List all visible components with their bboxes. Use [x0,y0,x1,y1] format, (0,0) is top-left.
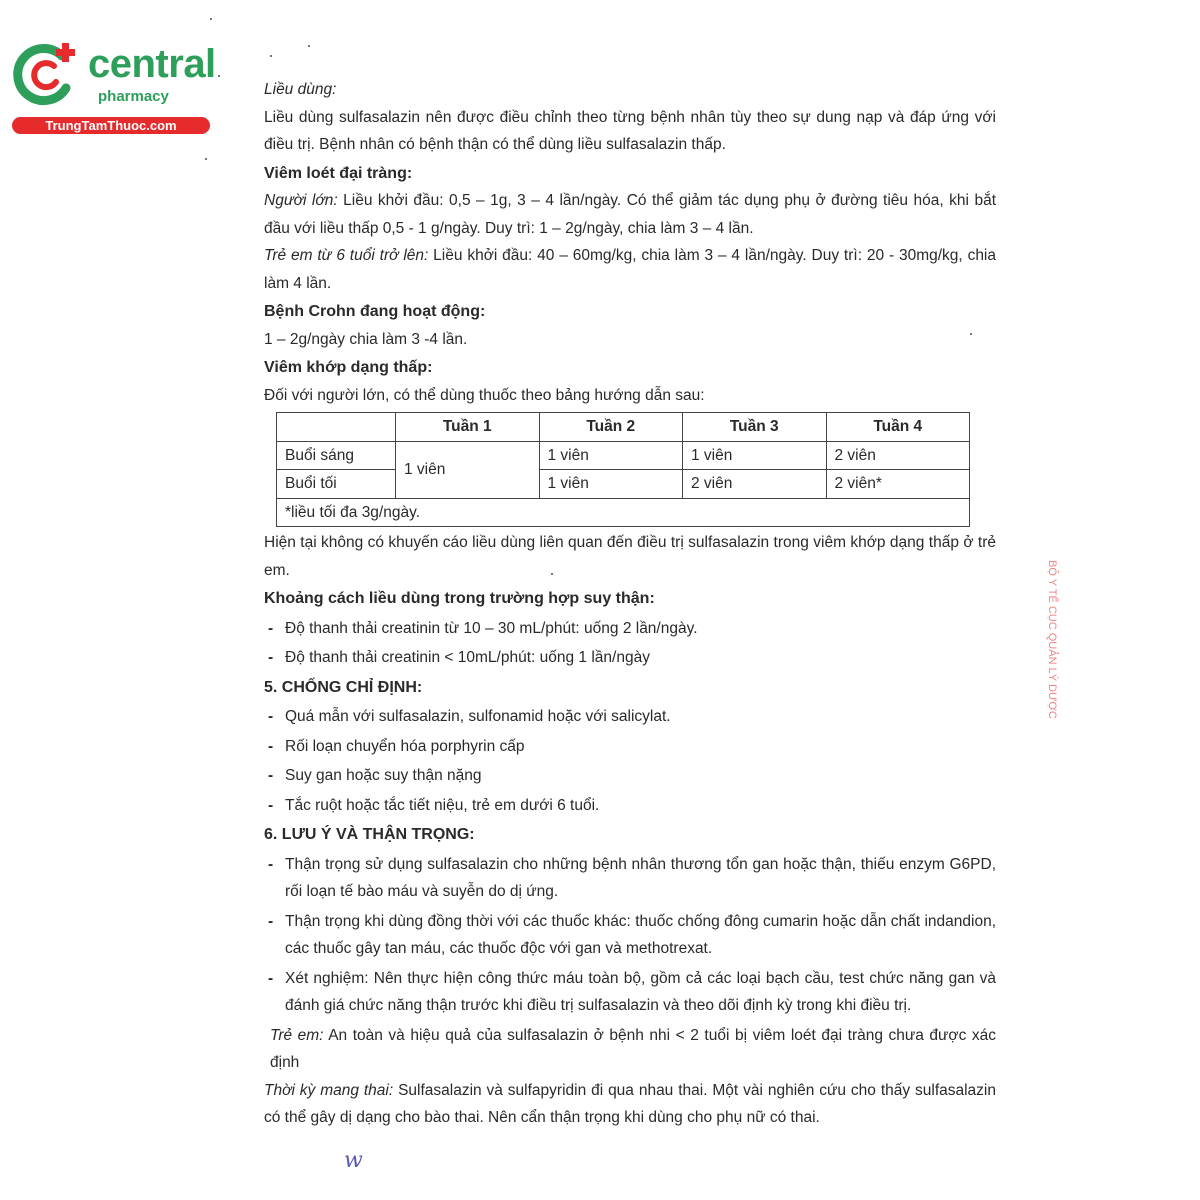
table-header-cell: Tuần 2 [539,413,683,442]
uc-adult-paragraph [264,187,996,242]
document-body [264,76,996,1132]
list-item-text: Suy gan hoặc suy thận nặng [285,767,482,784]
list-item-text: Thận trọng sử dụng sulfasalazin cho những bệnh nhân thương tổn gan hoặc thận, thiếu enzym G6PD, rối loạn tế bào máu và suyễn do dị ứng. [285,855,996,900]
table-header-cell: Tuần 4 [826,413,970,442]
dosage-label: Liều dùng: [264,81,337,98]
table-cell: 1 viên [539,470,683,499]
table-cell: Buổi tối [277,470,396,499]
table-cell: Buổi sáng [277,441,396,470]
renal-heading: Khoảng cách liều dùng trong trường hợp suy thận: [264,590,655,607]
uc-adult-label: Người lớn: [264,192,338,209]
list-item [264,965,996,1020]
list-item-text: Xét nghiệm: Nên thực hiện công thức máu toàn bộ, gồm cả các loại bạch cầu, test chức năng gan và đánh giá chức năng thận trước khi điều trị sulfasalazin và theo dõi định kỳ trong khi điều trị. [285,969,996,1014]
signature-mark: w [344,1148,363,1173]
table-cell: 1 viên [683,441,827,470]
list-item [264,733,996,761]
list-item-text: Thận trọng khi dùng đồng thời với các thuốc khác: thuốc chống đông cumarin hoặc dẫn chất indandion, các thuốc gây tan máu, các thuốc độc với gan và methotrexat. [285,912,996,957]
ra-note: Hiện tại không có khuyến cáo liều dùng liên quan đến điều trị sulfasalazin trong viêm khớp dạng thấp ở trẻ em. [264,534,996,579]
list-item [264,615,996,643]
list-item [264,644,996,672]
child-paragraph [264,1022,996,1077]
pregnancy-paragraph [264,1077,996,1132]
scan-speck [970,333,972,335]
pregnancy-label: Thời kỳ mang thai: [264,1081,394,1099]
dosage-text: Liều dùng sulfasalazin nên được điều chỉnh theo từng bệnh nhân tùy theo sự dung nạp và đáp ứng với điều trị. Bệnh nhân có bệnh thận có thể dùng liều sulfasalazin thấp. [264,108,996,153]
dash-bullet: - [268,912,274,930]
dash-bullet: - [268,796,274,814]
dash-bullet: - [268,619,274,637]
dash-bullet: - [268,767,274,784]
list-item [264,792,996,820]
pharmacy-cross-icon [10,38,82,110]
scan-speck [218,75,220,77]
uc-heading: Viêm loét đại tràng: [264,164,413,182]
dosage-table [276,412,970,527]
scan-speck [308,45,310,47]
logo-name: central [88,42,216,86]
child-label: Trẻ em: [270,1026,324,1044]
table-cell: 2 viên [826,441,970,470]
table-footnote-row [277,498,970,527]
table-header-cell: Tuần 1 [396,413,540,442]
pharmacy-logo[interactable] [10,38,215,138]
table-cell: 2 viên* [826,470,970,499]
list-item-text: Độ thanh thải creatinin < 10mL/phút: uống 1 lần/ngày [285,649,650,666]
logo-url-badge[interactable]: TrungTamThuoc.com [12,117,210,134]
dash-bullet: - [268,708,274,725]
scan-speck [551,573,553,575]
list-item [264,908,996,963]
ra-intro: Đối với người lớn, có thể dùng thuốc theo bảng hướng dẫn sau: [264,386,705,404]
table-header-cell [277,413,396,442]
scan-speck [205,158,207,160]
scan-speck [210,18,212,20]
list-item [264,851,996,906]
uc-child-label: Trẻ em từ 6 tuổi trở lên: [264,247,429,264]
uc-child-paragraph [264,242,996,297]
table-cell: 1 viên [539,441,683,470]
uc-child-text: Liều khởi đầu: 40 – 60mg/kg, chia làm 3 – 4 lần/ngày. Duy trì: 20 - 30mg/kg, chia làm 4 lần. [264,247,996,292]
crohn-heading: Bệnh Crohn đang hoạt động: [264,303,486,320]
ra-heading: Viêm khớp dạng thấp: [264,359,433,376]
list-item-text: Độ thanh thải creatinin từ 10 – 30 mL/phút: uống 2 lần/ngày. [285,619,698,637]
table-cell: 2 viên [683,470,827,499]
crohn-text: 1 – 2g/ngày chia làm 3 -4 lần. [264,330,468,348]
dash-bullet: - [268,969,274,987]
logo-subtitle: pharmacy [98,88,169,105]
list-item [264,703,996,731]
uc-adult-text: Liều khởi đầu: 0,5 – 1g, 3 – 4 lần/ngày. Có thể giảm tác dụng phụ ở đường tiêu hóa, khi bắt đầu với liều thấp 0,5 - 1 g/ngày. Duy trì: 1 – 2g/ngày, chia làm 3 – 4 lần. [264,192,996,237]
list-item-text: Tắc ruột hoặc tắc tiết niệu, trẻ em dưới 6 tuổi. [285,796,600,814]
dash-bullet: - [268,737,274,755]
caution-heading: 6. LƯU Ý VÀ THẬN TRỌNG: [264,826,475,843]
dash-bullet: - [268,855,274,873]
faint-stamp: BỘ Y TẾ CỤC QUẢN LÝ DƯỢC [1046,560,1058,719]
list-item [264,762,996,790]
dash-bullet: - [268,649,274,666]
scan-speck [270,55,272,57]
table-header-row [277,413,970,442]
table-footnote: *liều tối đa 3g/ngày. [277,498,970,527]
pregnancy-text: Sulfasalazin và sulfapyridin đi qua nhau thai. Một vài nghiên cứu cho thấy sulfasalazin có thể gây dị dạng cho bào thai. Nên cẩn thận trọng khi dùng cho phụ nữ có thai. [264,1081,996,1126]
contraindication-heading: 5. CHỐNG CHỈ ĐỊNH: [264,678,423,696]
list-item-text: Quá mẫn với sulfasalazin, sulfonamid hoặc với salicylat. [285,708,671,725]
table-header-cell: Tuần 3 [683,413,827,442]
child-text: An toàn và hiệu quả của sulfasalazin ở bệnh nhi < 2 tuổi bị viêm loét đại tràng chưa được xác định [270,1026,997,1071]
table-cell: 1 viên [396,441,540,498]
table-row [277,470,970,499]
list-item-text: Rối loạn chuyển hóa porphyrin cấp [285,737,525,755]
table-row [277,441,970,470]
